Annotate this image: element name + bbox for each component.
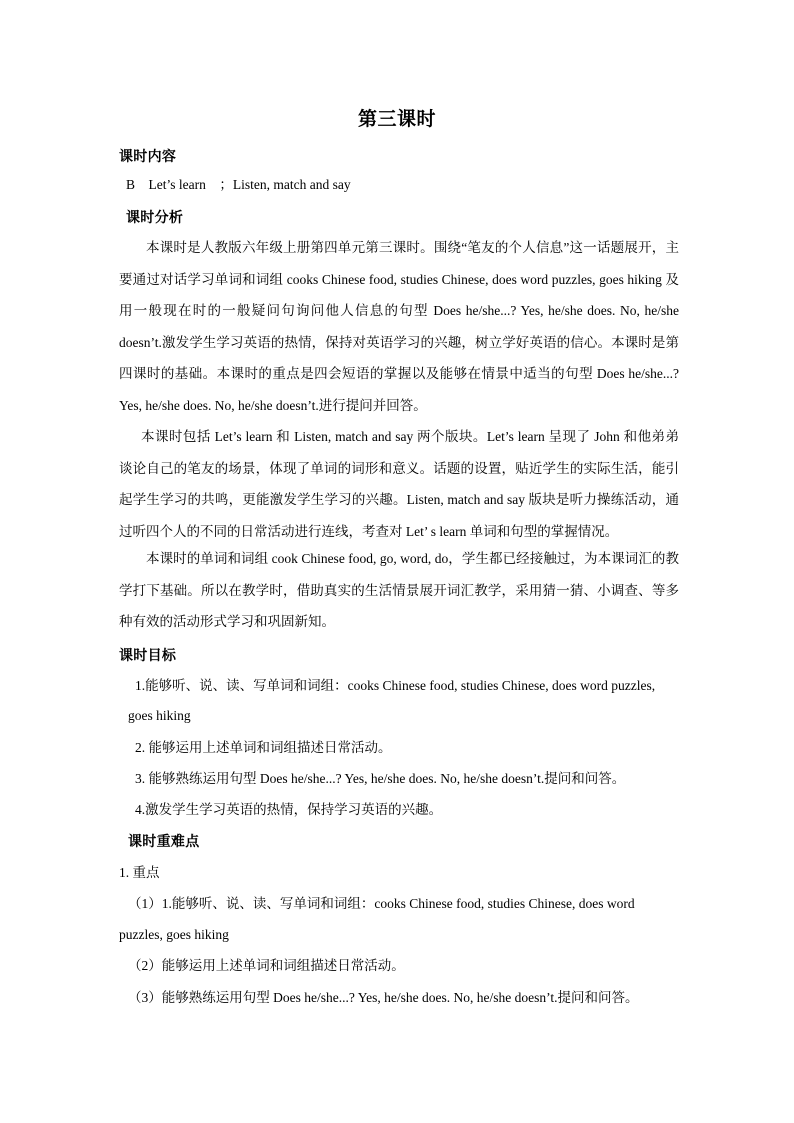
key-point-2: （2）能够运用上述单词和词组描述日常活动。 bbox=[128, 958, 405, 973]
key-point-3: （3）能够熟练运用句型 Does he/she...? Yes, he/she does. No, he/she doesn’t.提问和问答。 bbox=[128, 990, 639, 1005]
goal-1-line-1: 1.能够听、说、读、写单词和词组：cooks Chinese food, studies Chinese, does word puzzles, bbox=[135, 678, 656, 693]
content-heading: 课时内容 bbox=[119, 149, 177, 165]
key-points-heading: 1. 重点 bbox=[119, 865, 160, 880]
key-point-1-line-1: （1）1.能够听、说、读、写单词和词组：cooks Chinese food, studies Chinese, does word bbox=[128, 896, 635, 911]
content-line: B Let’s learn ；Listen, match and say bbox=[126, 177, 351, 192]
goal-4: 4.激发学生学习英语的热情，保持学习英语的兴趣。 bbox=[135, 802, 443, 817]
analysis-paragraph-1: 本课时是人教版六年级上册第四单元第三课时。围绕“笔友的个人信息”这一话题展开，主要通过对话学习单词和词组 cooks Chinese food, studies Chinese, does word puzzles, goes hiking 及用一般现在时的一般疑问句询问他人信息的句型 Does he/she...? Yes, he/she does. No, he/she doesn’t.激发学生学习英语的热情，保持对英语学习的兴趣，树立学好英语的信心。本课时是第四课时的基础。本课时的重点是四会短语的掌握以及能够在情景中适当的句型 Does he/she...? Yes, he/she does. No, he/she doesn’t.进行提问并回答。 bbox=[119, 240, 679, 413]
goal-3: 3. 能够熟练运用句型 Does he/she...? Yes, he/she does. No, he/she doesn’t.提问和问答。 bbox=[135, 771, 626, 786]
difficulty-heading: 课时重难点 bbox=[128, 834, 200, 850]
page-title: 第三课时 bbox=[357, 108, 436, 130]
goal-2: 2. 能够运用上述单词和词组描述日常活动。 bbox=[135, 740, 392, 755]
analysis-heading: 课时分析 bbox=[126, 210, 184, 226]
key-point-1-line-2: puzzles, goes hiking bbox=[119, 927, 229, 942]
analysis-paragraph-3: 本课时的单词和词组 cook Chinese food, go, word, do，学生都已经接触过，为本课词汇的教学打下基础。所以在教学时，借助真实的生活情景展开词汇教学，采用猜一猜、小调查、等多种有效的活动形式学习和巩固新知。 bbox=[119, 551, 679, 629]
goal-1-line-2: goes hiking bbox=[128, 708, 191, 723]
analysis-paragraph-2: 本课时包括 Let’s learn 和 Listen, match and say 两个版块。Let’s learn 呈现了 John 和他弟弟谈论自己的笔友的场景，体现了单词的词形和意义。话题的设置，贴近学生的实际生活，能引起学生学习的共鸣，更能激发学生学习的兴趣。Listen, match and say 版块是听力操练活动，通过听四个人的不同的日常活动进行连线，考查对 Let’ s learn 单词和句型的掌握情况。 bbox=[119, 429, 679, 539]
goals-heading: 课时目标 bbox=[119, 648, 177, 664]
